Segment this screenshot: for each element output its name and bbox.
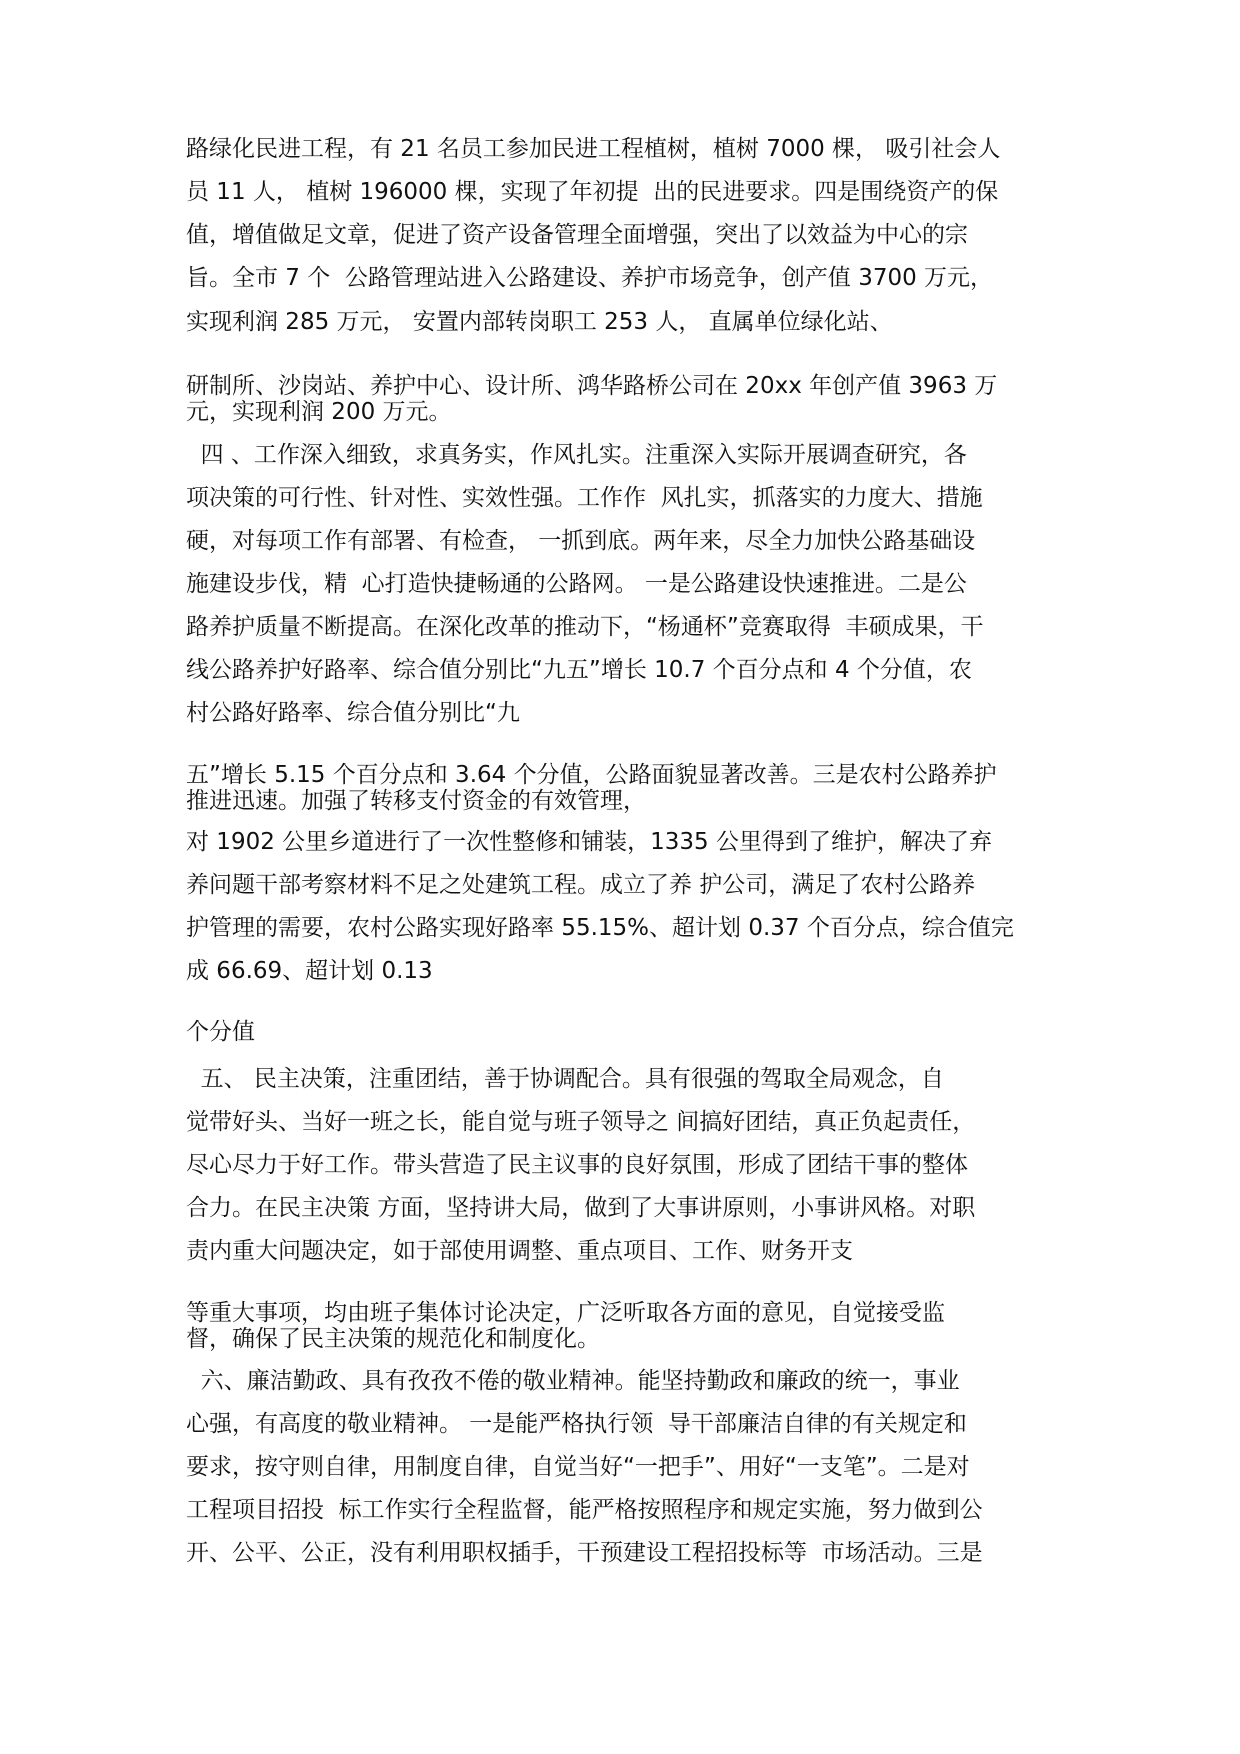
- text-line: 尽心尽力于好工作。带头营造了民主议事的良好氛围，形成了团结干事的整体: [186, 1152, 968, 1178]
- text-line: 个分值: [186, 1019, 255, 1045]
- text-line: 心强，有高度的敬业精神。 一是能严格执行领 导干部廉洁自律的有关规定和: [186, 1411, 967, 1437]
- text-line: 硬，对每项工作有部署、有检查， 一抓到底。两年来，尽全力加快公路基础设: [186, 528, 976, 554]
- text-line: 项决策的可行性、针对性、实效性强。工作作 风扎实，抓落实的力度大、措施: [186, 485, 983, 511]
- text-line: 村公路好路率、综合值分别比“九: [186, 700, 520, 726]
- text-line: 护管理的需要，农村公路实现好路率 55.15%、超计划 0.37 个百分点，综合值完: [186, 915, 1014, 941]
- text-line: 要求，按守则自律，用制度自律，自觉当好“一把手”、用好“一支笔”。二是对: [186, 1454, 970, 1480]
- text-line: 成 66.69、超计划 0.13: [186, 958, 433, 984]
- text-line: 员 11 人， 植树 196000 棵，实现了年初提 出的民进要求。四是围绕资产的保: [186, 179, 999, 205]
- text-line: 合力。在民主决策 方面，坚持讲大局，做到了大事讲原则，小事讲风格。对职: [186, 1195, 976, 1221]
- text-line: 养问题干部考察材料不足之处建筑工程。成立了养 护公司，满足了农村公路养: [186, 872, 976, 898]
- text-line: 推进迅速。加强了转移支付资金的有效管理，: [186, 788, 646, 814]
- text-line: 线公路养护好路率、综合值分别比“九五”增长 10.7 个百分点和 4 个分值，农: [186, 657, 972, 683]
- section-heading-6: 六、廉洁勤政、具有孜孜不倦的敬业精神。能坚持勤政和廉政的统一，事业: [186, 1368, 960, 1394]
- section-heading-4: 四 、工作深入细致，求真务实，作风扎实。注重深入实际开展调查研究，各: [186, 442, 967, 468]
- text-line: 旨。全市 7 个 公路管理站进入公路建设、养护市场竞争，创产值 3700 万元，: [186, 265, 994, 291]
- text-line: 施建设步伐，精 心打造快捷畅通的公路网。 一是公路建设快速推进。二是公: [186, 571, 967, 597]
- text-line: 实现利润 285 万元， 安置内部转岗职工 253 人， 直属单位绿化站、: [186, 309, 893, 335]
- text-line: 责内重大问题决定，如于部使用调整、重点项目、工作、财务开支: [186, 1238, 853, 1264]
- text-line: 路绿化民进工程，有 21 名员工参加民进工程植树，植树 7000 棵， 吸引社会人: [186, 136, 1001, 162]
- text-line: 觉带好头、当好一班之长，能自觉与班子领导之 间搞好团结，真正负起责任，: [186, 1109, 976, 1135]
- text-line: 督，确保了民主决策的规范化和制度化。: [186, 1326, 600, 1352]
- text-line: 研制所、沙岗站、养护中心、设计所、鸿华路桥公司在 20xx 年创产值 3963 万: [186, 373, 998, 399]
- text-line: 路养护质量不断提高。在深化改革的推动下，“杨通杯”竞赛取得 丰硕成果，干: [186, 614, 984, 640]
- section-heading-5: 五、 民主决策，注重团结，善于协调配合。具有很强的驾取全局观念，自: [186, 1066, 944, 1092]
- text-line: 元，实现利润 200 万元。: [186, 399, 452, 425]
- text-line: 值，增值做足文章，促进了资产设备管理全面增强，突出了以效益为中心的宗: [186, 222, 968, 248]
- text-line: 工程项目招投 标工作实行全程监督，能严格按照程序和规定实施，努力做到公: [186, 1497, 983, 1523]
- text-line: 对 1902 公里乡道进行了一次性整修和铺装，1335 公里得到了维护，解决了弃: [186, 829, 992, 855]
- text-line: 五”增长 5.15 个百分点和 3.64 个分值，公路面貌显著改善。三是农村公路养护: [186, 762, 997, 788]
- text-line: 等重大事项，均由班子集体讨论决定，广泛听取各方面的意见，自觉接受监: [186, 1300, 945, 1326]
- text-line: 开、公平、公正，没有利用职权插手，干预建设工程招投标等 市场活动。三是: [186, 1540, 983, 1566]
